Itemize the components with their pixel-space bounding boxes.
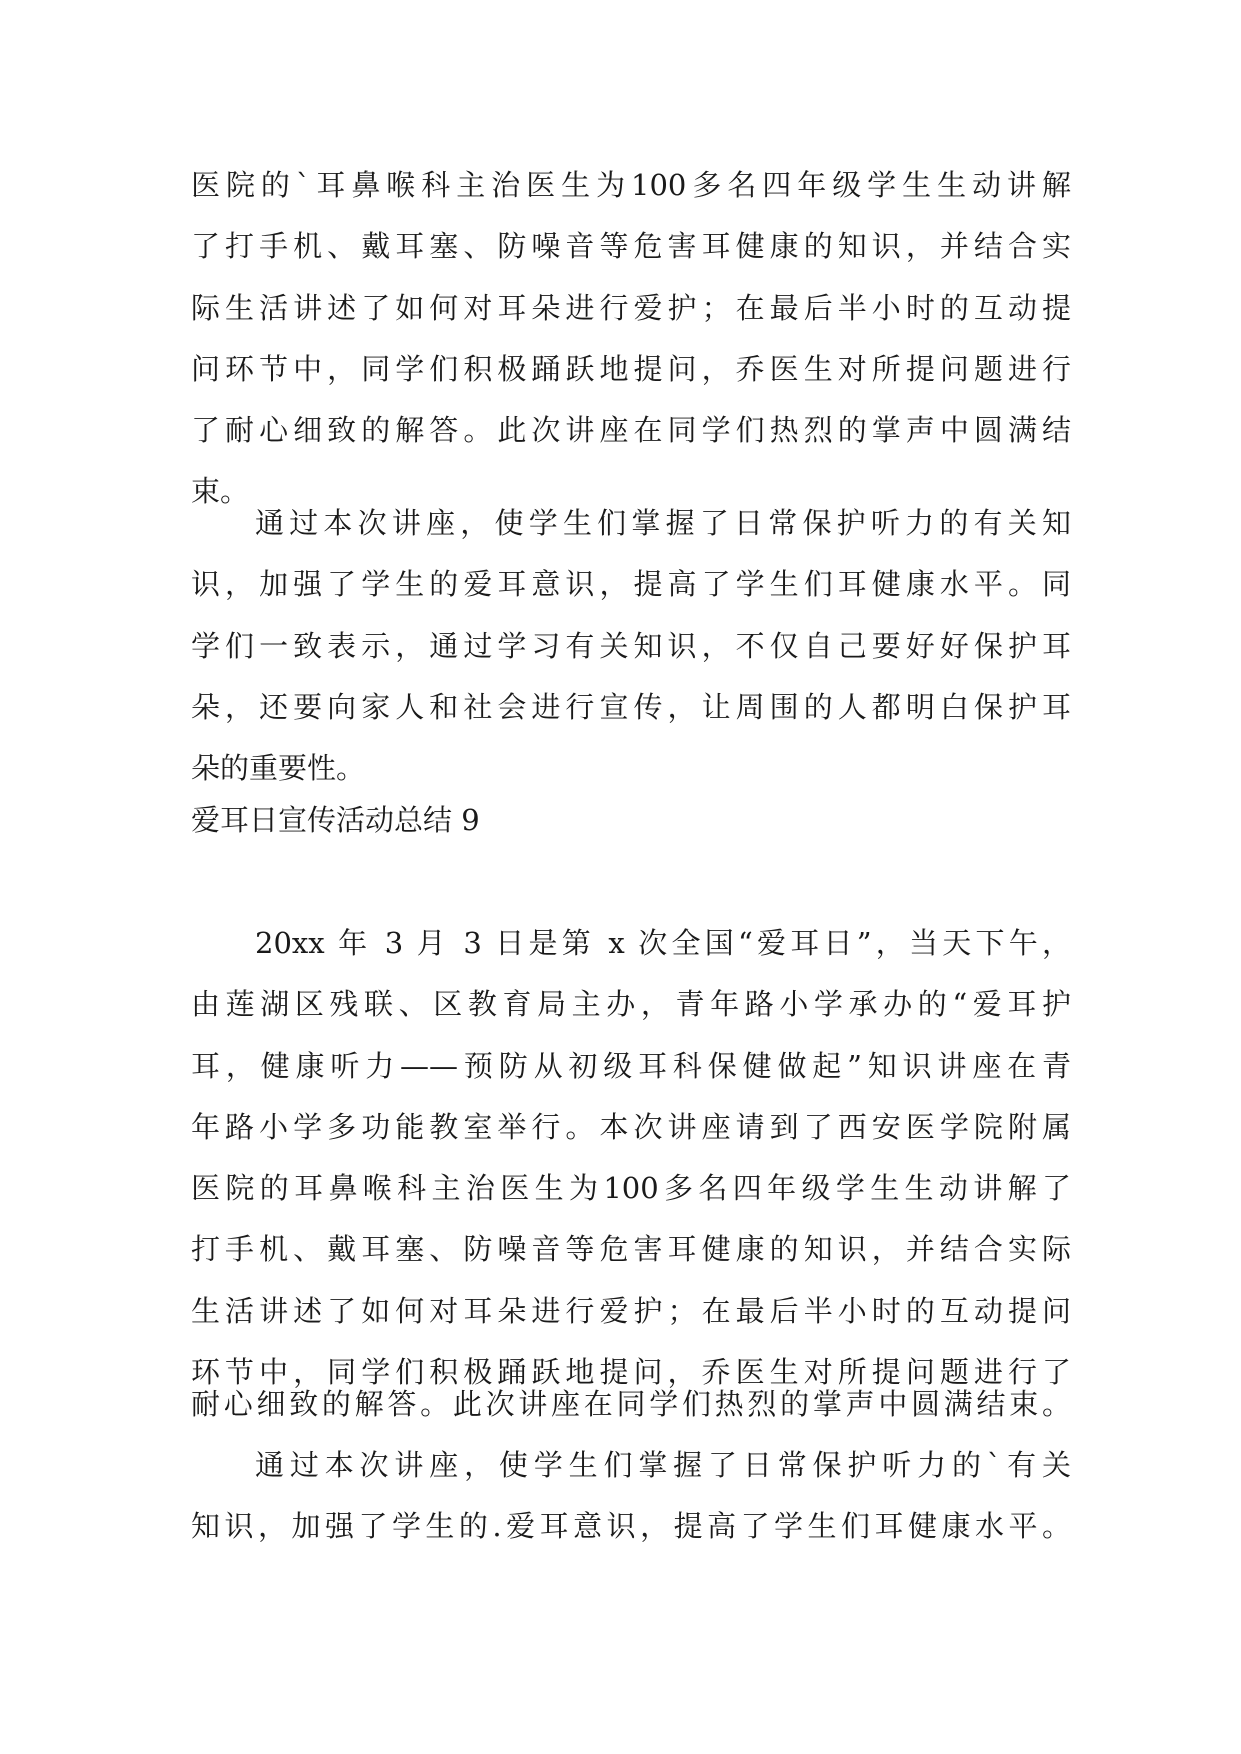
paragraph-event-outcome: [191, 1435, 1071, 1558]
paragraph-event-description-end: [191, 1374, 1071, 1435]
paragraph-line: 由莲湖区残联、区教育局主办，青年路小学承办的“爱耳护: [191, 987, 1071, 1022]
paragraph-line: 通过本次讲座，使学生们掌握了日常保护听力的`有关: [255, 1448, 1071, 1482]
paragraph-line: 朵，还要向家人和社会进行宣传，让周围的人都明白保护耳: [191, 689, 1071, 724]
paragraph-line: 识，加强了学生的爱耳意识，提高了学生们耳健康水平。同: [191, 567, 1071, 602]
paragraph-line: 了打手机、戴耳塞、防噪音等危害耳健康的知识，并结合实: [191, 229, 1071, 264]
paragraph-lecture-continued: [191, 155, 1071, 523]
paragraph-line: 医院的`耳鼻喉科主治医生为100多名四年级学生生动讲解: [191, 168, 1071, 202]
paragraph-line: 际生活讲述了如何对耳朵进行爱护；在最后半小时的互动提: [191, 290, 1071, 325]
paragraph-line: 打手机、戴耳塞、防噪音等危害耳健康的知识，并结合实际: [191, 1232, 1071, 1267]
paragraph-line: 耳，健康听力——预防从初级耳科保健做起”知识讲座在青: [191, 1048, 1071, 1083]
paragraph-line: 年路小学多功能教室举行。本次讲座请到了西安医学院附属: [191, 1109, 1071, 1144]
paragraph-line: 生活讲述了如何对耳朵进行爱护；在最后半小时的互动提问: [191, 1293, 1071, 1328]
paragraph-line: 朵的重要性。: [191, 751, 366, 786]
section-title: 爱耳日宣传活动总结 9: [191, 803, 480, 837]
paragraph-line: 通过本次讲座，使学生们掌握了日常保护听力的有关知: [255, 506, 1071, 540]
paragraph-line: 问环节中，同学们积极踊跃地提问，乔医生对所提问题进行: [191, 351, 1071, 386]
paragraph-line: 束。: [191, 474, 250, 509]
paragraph-line: 学们一致表示，通过学习有关知识，不仅自己要好好保护耳: [191, 628, 1071, 663]
section-heading: [191, 790, 1071, 851]
paragraph-lecture-outcome: [191, 493, 1071, 799]
paragraph-line: 知识，加强了学生的.爱耳意识，提高了学生们耳健康水平。: [191, 1509, 1071, 1544]
paragraph-line: 20xx 年 3 月 3 日是第 x 次全国“爱耳日”，当天下午，: [255, 926, 1071, 960]
paragraph-line: 环节中，同学们积极踊跃地提问，乔医生对所提问题进行了: [191, 1355, 1071, 1390]
paragraph-line: 医院的耳鼻喉科主治医生为100多名四年级学生生动讲解了: [191, 1171, 1071, 1206]
paragraph-line: 了耐心细致的解答。此次讲座在同学们热烈的掌声中圆满结: [191, 413, 1071, 448]
paragraph-line: 耐心细致的解答。此次讲座在同学们热烈的掌声中圆满结束。: [191, 1387, 1071, 1421]
paragraph-event-description: [191, 913, 1071, 1403]
